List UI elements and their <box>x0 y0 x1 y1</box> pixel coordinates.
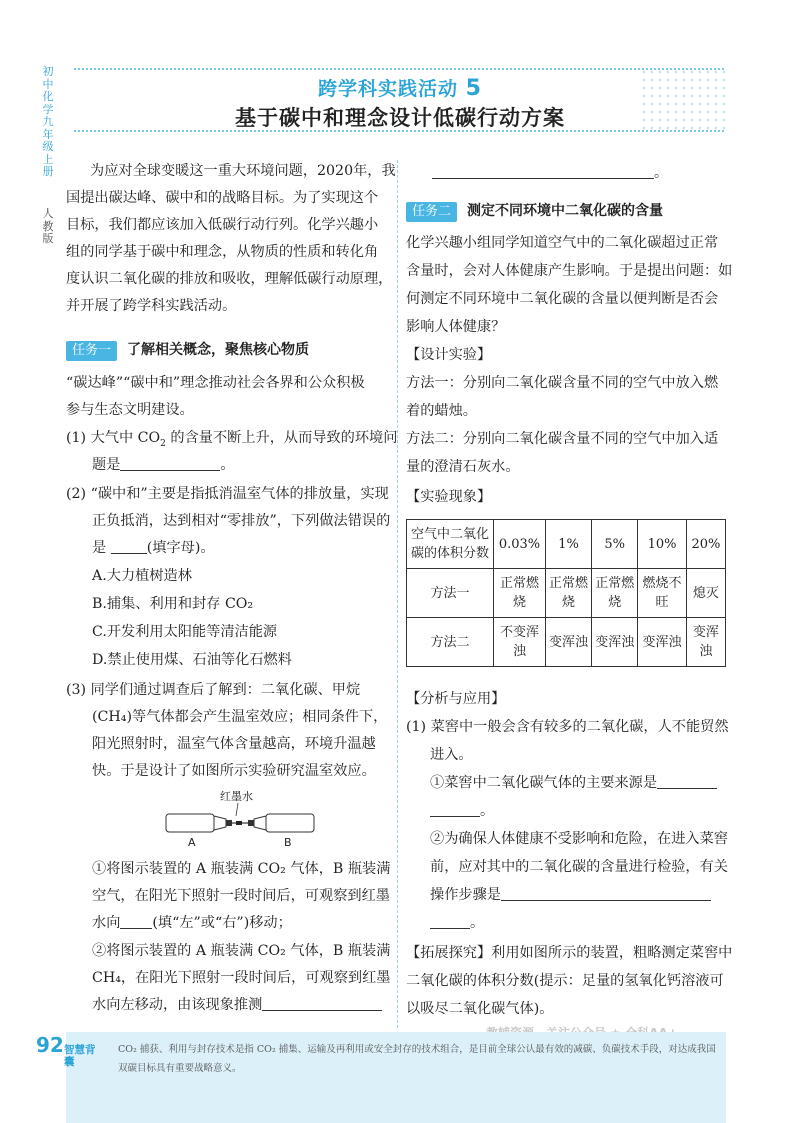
inference-continued: 。 <box>432 160 668 187</box>
question-2-line0: (2) “碳中和”主要是指抵消温室气体的排放量，实现 <box>66 486 389 502</box>
task1-heading <box>66 337 309 364</box>
analysis-q1-part1-cont: 。 <box>430 798 494 825</box>
table-cell: 变浑浊 <box>592 618 638 667</box>
intro-line-2: 目标，我们都应该加入低碳行动行列。化学兴趣小 <box>66 217 379 233</box>
bottle-b <box>266 814 314 832</box>
step2-line1: CH₄，在阳光下照射一段时间后，可观察到红墨 <box>92 970 391 986</box>
table-header-row <box>407 520 726 569</box>
answer-blank-steps-cont[interactable] <box>430 914 470 929</box>
question-1: (1) 大气中 $CO_2$ 的含量不断上升，从而导致的环境问 <box>66 430 398 449</box>
answer-blank-direction[interactable] <box>120 914 152 929</box>
analysis-q1-part1: ①菜窖中二氧化碳气体的主要来源是 <box>430 770 717 797</box>
explore-line-0: 【拓展探究】利用如图所示的装置，粗略测定菜窖中 <box>406 945 733 961</box>
answer-blank-q1[interactable] <box>120 456 220 471</box>
table-cell: 不变浑浊 <box>494 618 546 667</box>
task2-title: 测定不同环境中二氧化碳的含量 <box>467 203 664 219</box>
answer-blank-inference[interactable] <box>262 996 382 1011</box>
design-line-0: 方法一：分别向二氧化碳含量不同的空气中放入燃 <box>406 375 719 391</box>
task2-intro-1: 含量时，会对人体健康产生影响。于是提出问题：如 <box>406 263 733 279</box>
question-3-line0: (3) 同学们通过调查后了解到：二氧化碳、甲烷 <box>66 682 361 698</box>
table-cell: 方法二 <box>407 618 494 667</box>
task1-tag: 任务一 <box>66 341 117 361</box>
header-top-rule <box>74 68 724 70</box>
analysis-q1-part3-cont: 。 <box>430 910 484 937</box>
table-cell: 变浑浊 <box>638 618 687 667</box>
task2-heading <box>406 198 663 225</box>
question-3-line2: 阳光照射时，温室气体含量越高，环境升温越 <box>92 736 376 752</box>
question-1-answer: 题是 。 <box>92 457 235 473</box>
design-line-1: 着的蜡烛。 <box>406 403 477 419</box>
bottle-a <box>166 814 214 832</box>
label-a: A <box>188 836 196 848</box>
analysis-q1-line0: (1) 菜窖中一般会含有较多的二氧化碳，人不能贸然 <box>406 719 729 735</box>
phenomenon-heading: 【实验现象】 <box>406 489 492 505</box>
question-3-line3: 快。于是设计了如图所示实验研究温室效应。 <box>92 763 376 779</box>
tip-label: 智慧背囊 <box>64 1044 96 1068</box>
table-header-cell: 空气中二氧化碳的体积分数 <box>407 520 494 569</box>
table-header-cell: 1% <box>545 520 591 569</box>
activity-subtitle: 基于碳中和理念设计低碳行动方案 <box>235 106 565 130</box>
analysis-heading: 【分析与应用】 <box>406 691 506 707</box>
table-row <box>407 618 726 667</box>
task2-intro-2: 何测定不同环境中二氧化碳的含量以便判断是否会 <box>406 291 719 307</box>
step1-line0: ①将图示装置的 A 瓶装满 CO₂ 气体，B 瓶装满 <box>92 861 391 877</box>
task2-intro-3: 影响人体健康？ <box>406 319 506 335</box>
intro-line-4: 度认识二氧化碳的排放和吸收，理解低碳行动原理， <box>66 271 393 287</box>
intro-line-0: 为应对全球变暖这一重大环境问题，2020年，我 <box>90 163 396 179</box>
page-number: 92 <box>36 1033 64 1057</box>
question-2-line1: 正负抵消，达到相对“零排放”，下列做法错误的 <box>92 513 391 529</box>
option-b: B.捕集、利用和封存 CO₂ <box>92 596 254 612</box>
question-3-line1: (CH₄)等气体都会产生温室效应；相同条件下， <box>92 709 388 725</box>
column-divider <box>397 160 398 1028</box>
answer-blank-inference-cont[interactable] <box>432 164 654 179</box>
table-header-cell: 5% <box>592 520 638 569</box>
explore-line-1: 二氧化碳的体积分数(提示：足量的氢氧化钙溶液可 <box>406 973 724 989</box>
explore-line-2: 以吸尽二氧化碳气体)。 <box>406 1001 554 1017</box>
table-row <box>407 569 726 618</box>
side-label-grade: 初中化学 九年级 上册 <box>42 65 54 178</box>
table-header-cell: 10% <box>638 520 687 569</box>
option-d: D.禁止使用煤、石油等化石燃料 <box>92 652 292 668</box>
analysis-q1-part3: 操作步骤是 <box>430 882 711 909</box>
table-cell: 变浑浊 <box>545 618 591 667</box>
analysis-q1-part2-line1: 前，应对其中的二氧化碳的含量进行检验，有关 <box>430 859 728 875</box>
bottle-apparatus-figure <box>160 788 320 848</box>
side-label-edition: 人教版 <box>42 207 54 245</box>
task2-intro-0: 化学兴趣小组同学知道空气中的二氧化碳超过正常 <box>406 235 719 251</box>
design-line-3: 量的澄清石灰水。 <box>406 459 520 475</box>
answer-blank-steps[interactable] <box>501 886 711 901</box>
intro-line-3: 组的同学基于碳中和理念，从物质的性质和转化角 <box>66 244 379 260</box>
step1-answer: 水向 (填“左”或“右”)移动； <box>92 915 292 931</box>
table-cell: 方法一 <box>407 569 494 618</box>
red-ink-label: 红墨水 <box>220 790 253 803</box>
question-2-answer: 是 (填字母)。 <box>92 540 215 556</box>
table-header-cell: 0.03% <box>494 520 546 569</box>
option-c: C.开发利用太阳能等清洁能源 <box>92 624 278 640</box>
step2-line0: ②将图示装置的 A 瓶装满 CO₂ 气体，B 瓶装满 <box>92 943 391 959</box>
option-a: A.大力植树造林 <box>92 568 192 584</box>
answer-blank-source-cont[interactable] <box>430 802 480 817</box>
label-b: B <box>284 836 292 848</box>
intro-line-5: 并开展了跨学科实践活动。 <box>66 298 237 314</box>
table-header-cell: 20% <box>686 520 725 569</box>
results-table <box>406 519 726 667</box>
activity-title: 跨学科实践活动 5 <box>318 76 482 101</box>
step1-line1: 空气，在阳光下照射一段时间后，可观察到红墨 <box>92 888 390 904</box>
design-line-2: 方法二：分别向二氧化碳含量不同的空气中加入适 <box>406 431 719 447</box>
task1-intro-0: “碳达峰”“碳中和”理念推动社会各界和公众积极 <box>66 375 365 391</box>
task2-tag: 任务二 <box>406 202 457 222</box>
table-cell: 正常燃烧 <box>545 569 591 618</box>
answer-blank-source[interactable] <box>657 774 717 789</box>
table-cell: 正常燃烧 <box>592 569 638 618</box>
table-cell: 燃烧不旺 <box>638 569 687 618</box>
design-heading: 【设计实验】 <box>406 347 492 363</box>
task1-intro-1: 参与生态文明建设。 <box>66 402 194 418</box>
analysis-q1-part2-line0: ②为确保人体健康不受影响和危险，在进入菜窖 <box>430 831 728 847</box>
analysis-q1-line1: 进入。 <box>430 747 473 763</box>
table-cell: 正常燃烧 <box>494 569 546 618</box>
tip-text: CO₂ 捕获、利用与封存技术是指 CO₂ 捕集、运输及再利用或安全封存的技术组合，是目前全球公认最有效的减碳、负碳技术手段，对达成我国双碳目标具有重要战略意义。 <box>118 1044 716 1074</box>
intro-line-1: 国提出碳达峰、碳中和的战略目标。为了实现这个 <box>66 190 379 206</box>
step2-answer: 水向左移动，由该现象推测 <box>92 992 382 1019</box>
table-cell: 变浑浊 <box>686 618 725 667</box>
task1-title: 了解相关概念，聚焦核心物质 <box>127 342 310 358</box>
table-cell: 熄灭 <box>686 569 725 618</box>
answer-blank-q2[interactable] <box>111 539 147 554</box>
ink-droplet <box>236 821 242 825</box>
